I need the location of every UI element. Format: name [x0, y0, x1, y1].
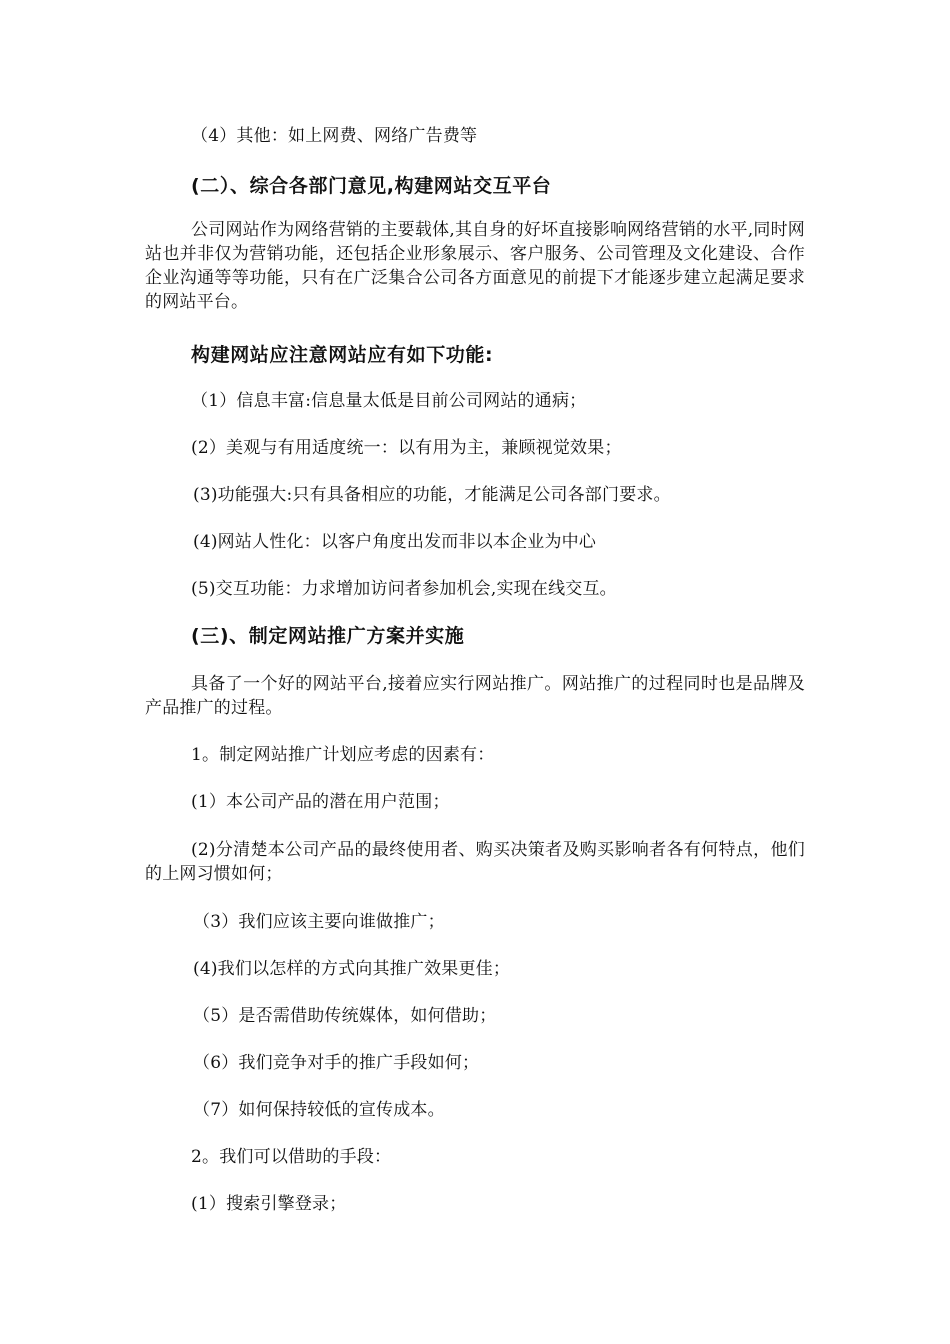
list-item: （5）是否需借助传统媒体，如何借助；	[193, 1006, 497, 1026]
paragraph: 具备了一个好的网站平台,接着应实行网站推广。网站推广的过程同时也是品牌及产品推广的过程。	[145, 674, 805, 718]
list-item: (3)功能强大:只有具备相应的功能，才能满足公司各部门要求。	[193, 485, 671, 505]
paragraph: 公司网站作为网络营销的主要载体,其自身的好坏直接影响网络营销的水平,同时网站也并非仅为营销功能，还包括企业形象展示、客户服务、公司管理及文化建设、合作企业沟通等等功能，只有在广泛集合公司各方面意见的前提下才能逐步建立起满足要求的网站平台。	[145, 220, 805, 312]
list-item: (1）本公司产品的潜在用户范围；	[191, 792, 450, 812]
list-item: (4)网站人性化：以客户角度出发而非以本企业为中心	[193, 532, 597, 552]
section-heading: (二）、综合各部门意见,构建网站交互平台	[191, 175, 552, 197]
list-item: （4）其他：如上网费、网络广告费等	[191, 126, 478, 146]
list-item: 2。我们可以借助的手段：	[191, 1147, 392, 1167]
list-item: (5)交互功能：力求增加访问者参加机会,实现在线交互。	[191, 579, 617, 599]
list-item: (2）美观与有用适度统一：以有用为主，兼顾视觉效果；	[191, 438, 622, 458]
list-item: (1）搜索引擎登录；	[191, 1194, 347, 1214]
list-item: （7）如何保持较低的宣传成本。	[193, 1100, 445, 1120]
list-item: (4)我们以怎样的方式向其推广效果更佳；	[193, 959, 511, 979]
paragraph: (2)分清楚本公司产品的最终使用者、购买决策者及购买影响者各有何特点，他们的上网习惯如何；	[145, 840, 805, 884]
section-heading: (三)、制定网站推广方案并实施	[191, 625, 465, 647]
list-item: （6）我们竞争对手的推广手段如何；	[193, 1053, 480, 1073]
list-item: 1。制定网站推广计划应考虑的因素有：	[191, 745, 495, 765]
list-item: （1）信息丰富:信息量太低是目前公司网站的通病；	[191, 391, 587, 411]
list-item: （3）我们应该主要向谁做推广；	[193, 912, 445, 932]
sub-heading: 构建网站应注意网站应有如下功能:	[191, 344, 494, 366]
